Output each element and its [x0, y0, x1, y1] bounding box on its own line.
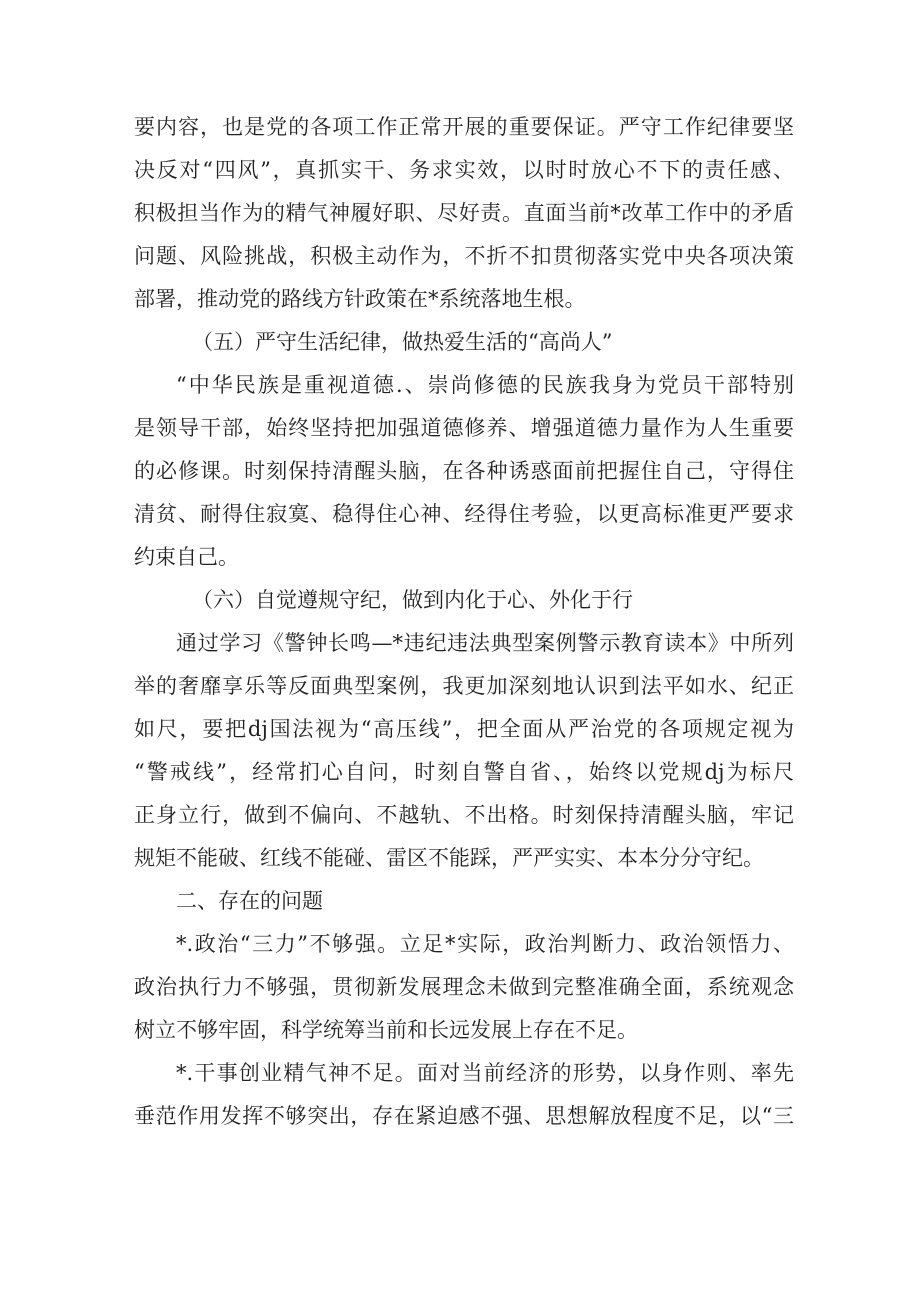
paragraph-line: 部署，推动党的路线方针政策在*系统落地生根。 — [134, 287, 586, 311]
paragraph-line: *.政治“三力”不够强。立足*实际，政治判断力、政治领悟力、 — [176, 932, 794, 956]
paragraph-line: 正身立行，做到不偏向、不越轨、不出格。时刻保持清醒头脑，牢记 — [134, 803, 794, 827]
paragraph-line: 政治执行力不够强，贯彻新发展理念未做到完整准确全面，系统观念 — [134, 975, 794, 999]
paragraph-line: 是领导干部，始终坚持把加强道德修养、增强道德力量作为人生重要 — [134, 416, 794, 440]
section-heading: （六）自觉遵规守纪，做到内化于心、外化于行 — [192, 588, 633, 612]
paragraph-line: “中华民族是重视道德.、崇尚修德的民族我身为党员干部特别 — [176, 373, 794, 397]
paragraph-line: “警戒线”，经常扪心自问，时刻自警自省、，始终以党规dj为标尺 — [134, 760, 794, 784]
paragraph-line: 规矩不能破、红线不能碰、雷区不能踩，严严实实、本本分分守纪。 — [134, 846, 764, 870]
section-heading: 二、存在的问题 — [176, 889, 323, 913]
paragraph-line: 举的奢靡享乐等反面典型案例，我更加深刻地认识到法平如水、纪正 — [134, 674, 794, 698]
paragraph-line: 约束自己。 — [134, 545, 239, 569]
paragraph-line: 要内容，也是党的各项工作正常开展的重要保证。严守工作纪律要坚 — [134, 115, 794, 139]
paragraph-line: 垂范作用发挥不够突出，存在紧迫感不强、思想解放程度不足，以“三 — [134, 1104, 794, 1128]
paragraph-line: 决反对“四风”，真抓实干、务求实效，以时时放心不下的责任感、 — [134, 158, 794, 182]
paragraph-line: 清贫、耐得住寂寞、稳得住心神、经得住考验，以更高标准更严要求 — [134, 502, 794, 526]
paragraph-line: 如尺，要把dj国法视为“高压线”，把全面从严治党的各项规定视为 — [134, 717, 794, 741]
section-heading: （五）严守生活纪律，做热爱生活的“高尚人” — [192, 330, 613, 354]
paragraph-line: 问题、风险挑战，积极主动作为，不折不扣贯彻落实党中央各项决策 — [134, 244, 794, 268]
document-body — [134, 106, 794, 1138]
paragraph-line: 通过学习《警钟长鸣—*违纪违法典型案例警示教育读本》中所列 — [176, 631, 794, 655]
paragraph-line: 树立不够牢固，科学统筹当前和长远发展上存在不足。 — [134, 1018, 638, 1042]
paragraph-line: 的必修课。时刻保持清醒头脑，在各种诱惑面前把握住自己，守得住 — [134, 459, 794, 483]
paragraph-line: 积极担当作为的精气神履好职、尽好责。直面当前*改革工作中的矛盾 — [134, 201, 794, 225]
paragraph-line: *.干事创业精气神不足。面对当前经济的形势，以身作则、率先 — [176, 1061, 794, 1085]
